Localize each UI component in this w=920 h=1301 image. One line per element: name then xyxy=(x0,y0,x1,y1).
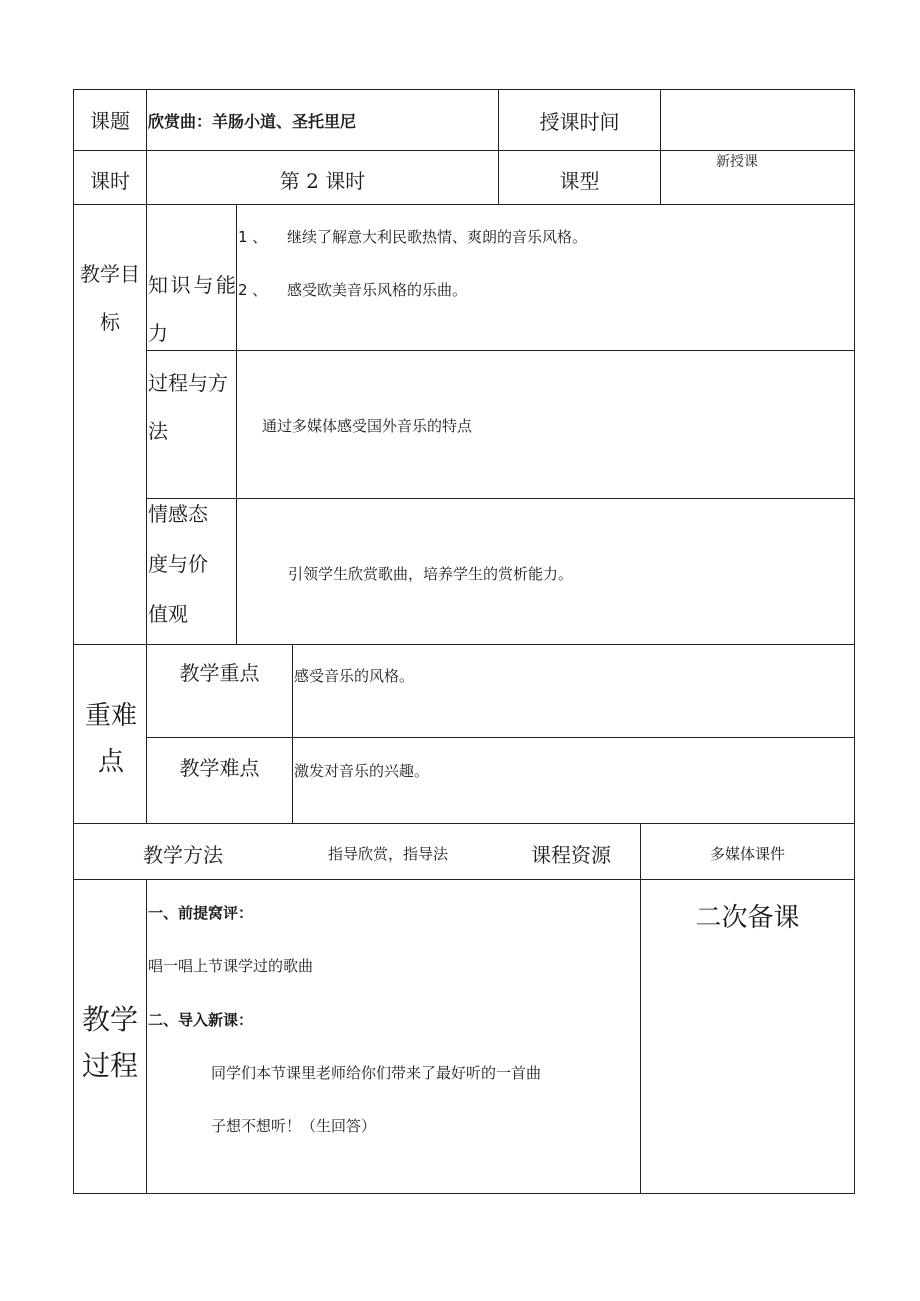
table-line xyxy=(236,204,237,645)
emotion-text: 引领学生欣赏歌曲，培养学生的赏析能力。 xyxy=(288,565,574,583)
knowledge-item-1-text: 继续了解意大利民歌热情、爽朗的音乐风格。 xyxy=(287,228,588,246)
topic-label: 课题 xyxy=(90,109,130,133)
table-line xyxy=(73,89,74,1194)
class-time-label: 授课时间 xyxy=(539,110,620,134)
method-label: 教学方法 xyxy=(143,843,223,867)
table-line xyxy=(73,89,855,90)
focus-label: 教学重点 xyxy=(179,661,260,685)
knowledge-item-2-num: 2 、 xyxy=(238,281,268,299)
section1-text: 唱一唱上节课学过的歌曲 xyxy=(148,957,314,975)
period-value: 第 2 课时 xyxy=(279,169,366,193)
table-line xyxy=(73,204,855,205)
knowledge-item-1-num: 1 、 xyxy=(238,228,268,246)
lesson-type-value: 新授课 xyxy=(716,154,758,170)
table-line xyxy=(146,350,855,351)
table-line xyxy=(73,879,855,880)
table-line xyxy=(854,89,855,1194)
section1-title: 一、前提窝评： xyxy=(148,904,254,922)
table-line xyxy=(73,644,855,645)
topic-value: 欣赏曲：羊肠小道、圣托里尼 xyxy=(148,112,357,131)
table-line xyxy=(146,879,147,1194)
second-preparation-label: 二次备课 xyxy=(695,903,800,933)
section2-title: 二、导入新课： xyxy=(148,1011,254,1029)
objectives-label: 教学目标 xyxy=(80,262,140,334)
period-label: 课时 xyxy=(90,169,130,193)
table-line xyxy=(660,89,661,205)
process-method-label: 过程与方法 xyxy=(148,371,228,443)
table-line xyxy=(146,498,855,499)
resource-label: 课程资源 xyxy=(531,843,611,867)
knowledge-item-2-text: 感受欧美音乐风格的乐曲。 xyxy=(287,281,468,299)
method-value: 指导欣赏，指导法 xyxy=(328,845,449,863)
focus-text: 感受音乐的风格。 xyxy=(294,667,415,685)
section2-line2: 子想不想听！（生回答） xyxy=(211,1117,377,1135)
difficulty-text: 激发对音乐的兴趣。 xyxy=(294,762,430,780)
teaching-process-label: 教学过程 xyxy=(81,1003,138,1082)
resource-value: 多媒体课件 xyxy=(709,845,785,863)
key-points-label: 重难点 xyxy=(84,701,137,777)
process-method-text: 通过多媒体感受国外音乐的特点 xyxy=(262,417,473,435)
knowledge-label: 知识与能力 xyxy=(148,273,236,345)
section2-line1: 同学们本节课里老师给你们带来了最好听的一首曲 xyxy=(211,1064,542,1082)
table-line xyxy=(146,89,147,823)
lesson-type-label: 课型 xyxy=(559,169,600,193)
table-line xyxy=(73,823,855,824)
table-line xyxy=(640,823,641,1194)
difficulty-label: 教学难点 xyxy=(179,756,260,780)
table-line xyxy=(292,644,293,824)
table-line xyxy=(146,737,855,738)
table-line xyxy=(73,1193,855,1194)
emotion-label: 情感态度与价值观 xyxy=(148,502,208,626)
